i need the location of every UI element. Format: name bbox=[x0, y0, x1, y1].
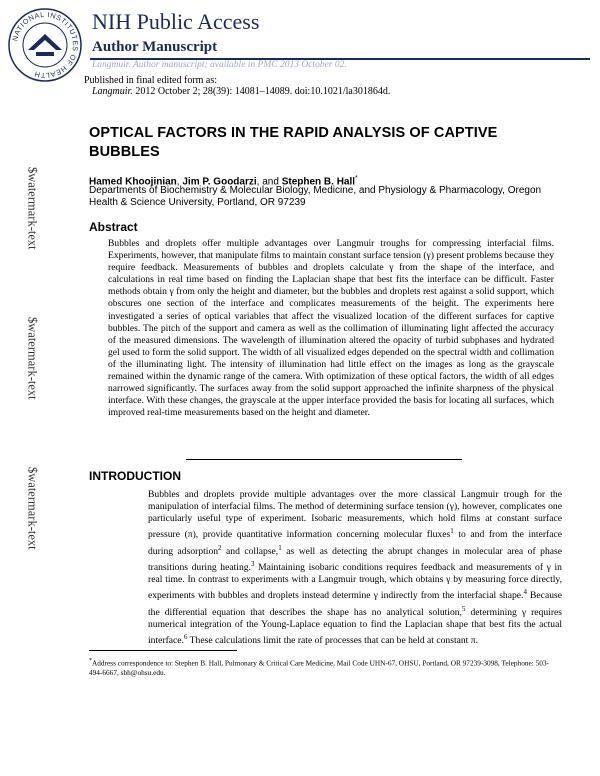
article-title: OPTICAL FACTORS IN THE RAPID ANALYSIS OF CAPTIVE BUBBLES bbox=[89, 125, 498, 160]
author-name: Jim P. Goodarzi bbox=[182, 176, 257, 188]
side-watermark: $watermark-text bbox=[25, 316, 40, 400]
abstract-text: Bubbles and droplets offer multiple advantages over Langmuir troughs for compressing interfacial films. Experiments, however, that manipulate films to maintain constant surface tension (γ) present problems because they require feedback. Measurements of bubbles and droplets calculate γ from the shape of the interface, and calculations in real time based on finding the Laplacian shape that best fits the interface can be difficult. Faster methods obtain γ from only the height and diameter, but the bubbles and droplets rest against a solid support, which obscures one section of the interface and complicates measurements of the height. The experiments here investigated a series of optical variables that affect the visualized location of the different surfaces for captive bubbles. The pitch of the support and camera as well as the collimation of illuminating light affected the accuracy of the measured dimensions. The wavelength of illumination altered the opacity of turbid subphases and hydrated gel used to form the solid support. The width of all visualized edges depended on the spectral width and collimation of the illuminating light. The intensity of illumination had little effect on the images as long as the grayscale remained within the dynamic range of the camera. With optimization of these optical factors, the width of all edges narrowed significantly. The surfaces away from the solid support approached the infinite sharpness of the physical interface. With these changes, the grayscale at the upper interface provided the basis for locating all surfaces, which improved real-time measurements based on the height and diameter. bbox=[108, 238, 554, 419]
intro-text-segment: and collapse, bbox=[221, 545, 279, 557]
availability-note: Langmuir. Author manuscript; available in PMC 2013 October 02. bbox=[92, 60, 347, 70]
intro-text-segment: Bubbles and droplets provide multiple advantages over the more classical Langmuir trough for the manipulation of interfacial films. The method of determining surface tension (γ), however, complicates one particularly useful type of experiment. Isobaric measurements, which hold films at constant surface pressure (π), provide quantitative information concerning molecular fluxes bbox=[148, 489, 562, 541]
intro-text-segment: determining γ requires numerical integration of the Young-Laplace equation to find the Laplacian shape that best fits the actual interface. bbox=[148, 606, 563, 647]
footnote-text: Address correspondence to: Stephen B. Hall, Pulmonary & Critical Care Medicine, Mail Code UHN-67, OHSU, Portland, OR 97239-3098, Telephone: 503-494-6667, sbh@ohsu.edu. bbox=[89, 658, 549, 678]
reference-marker: 6 bbox=[183, 632, 188, 641]
author-name: Hamed Khoojinian bbox=[89, 176, 177, 188]
introduction-text bbox=[148, 489, 562, 647]
author-separator: , bbox=[176, 176, 183, 188]
reference-marker: 5 bbox=[461, 604, 466, 613]
abstract-heading: Abstract bbox=[89, 220, 138, 234]
footnote-marker: * bbox=[89, 658, 92, 664]
intro-text-segment: Because the differential equation that describes the shape has no analytical solution, bbox=[148, 590, 562, 618]
citation-details: 2012 October 2; 28(39): 14081–14089. doi:10.1021/la301864d. bbox=[132, 86, 391, 97]
affiliation: Departments of Biochemistry & Molecular Biology, Medicine, and Physiology & Pharmacology, Oregon Health & Science University, Portland, OR 97239 bbox=[89, 185, 542, 208]
reference-marker: 1 bbox=[450, 527, 454, 536]
eagle-emblem-icon bbox=[28, 34, 62, 56]
footnote-marker: * bbox=[355, 175, 358, 182]
intro-text-segment: Maintaining isobaric conditions requires feedback and measurements of γ in real time. In contrast to experiments with a Langmuir trough, which obtains γ by measuring force directly, experiments with bubbles and droplets instead determine γ indirectly from the interfacial shape. bbox=[148, 562, 562, 602]
reference-marker: 4 bbox=[523, 588, 527, 597]
introduction-heading: INTRODUCTION bbox=[89, 469, 181, 483]
correspondence-footnote bbox=[89, 657, 559, 678]
intro-text-segment: as well as detecting the abrupt changes in molecular area of phase transitions during heating. bbox=[148, 545, 563, 574]
nih-seal-logo bbox=[6, 6, 84, 84]
reference-marker: 3 bbox=[250, 559, 255, 568]
intro-text-segment: These calculations limit the rate of processes that can be held at constant π. bbox=[187, 635, 478, 647]
intro-text-segment: to and from the interface during adsorption bbox=[148, 529, 562, 557]
reference-marker: 2 bbox=[218, 543, 222, 552]
citation bbox=[92, 86, 390, 98]
side-watermark: $watermark-text bbox=[25, 166, 40, 250]
author-separator: , and bbox=[256, 176, 282, 188]
side-watermark: $watermark-text bbox=[25, 466, 40, 550]
footnote-divider bbox=[89, 650, 237, 651]
nih-public-access-title: NIH Public Access bbox=[92, 9, 260, 34]
published-label: Published in final edited form as: bbox=[84, 75, 218, 86]
author-name: Stephen B. Hall bbox=[281, 176, 356, 188]
author-manuscript-label: Author Manuscript bbox=[92, 39, 218, 55]
section-divider bbox=[186, 459, 462, 460]
reference-marker: 1 bbox=[278, 543, 282, 552]
svg-text:NATIONAL INSTITUTES OF HEALTH: NATIONAL INSTITUTES OF HEALTH bbox=[10, 9, 81, 81]
citation-journal: Langmuir. bbox=[92, 86, 133, 97]
